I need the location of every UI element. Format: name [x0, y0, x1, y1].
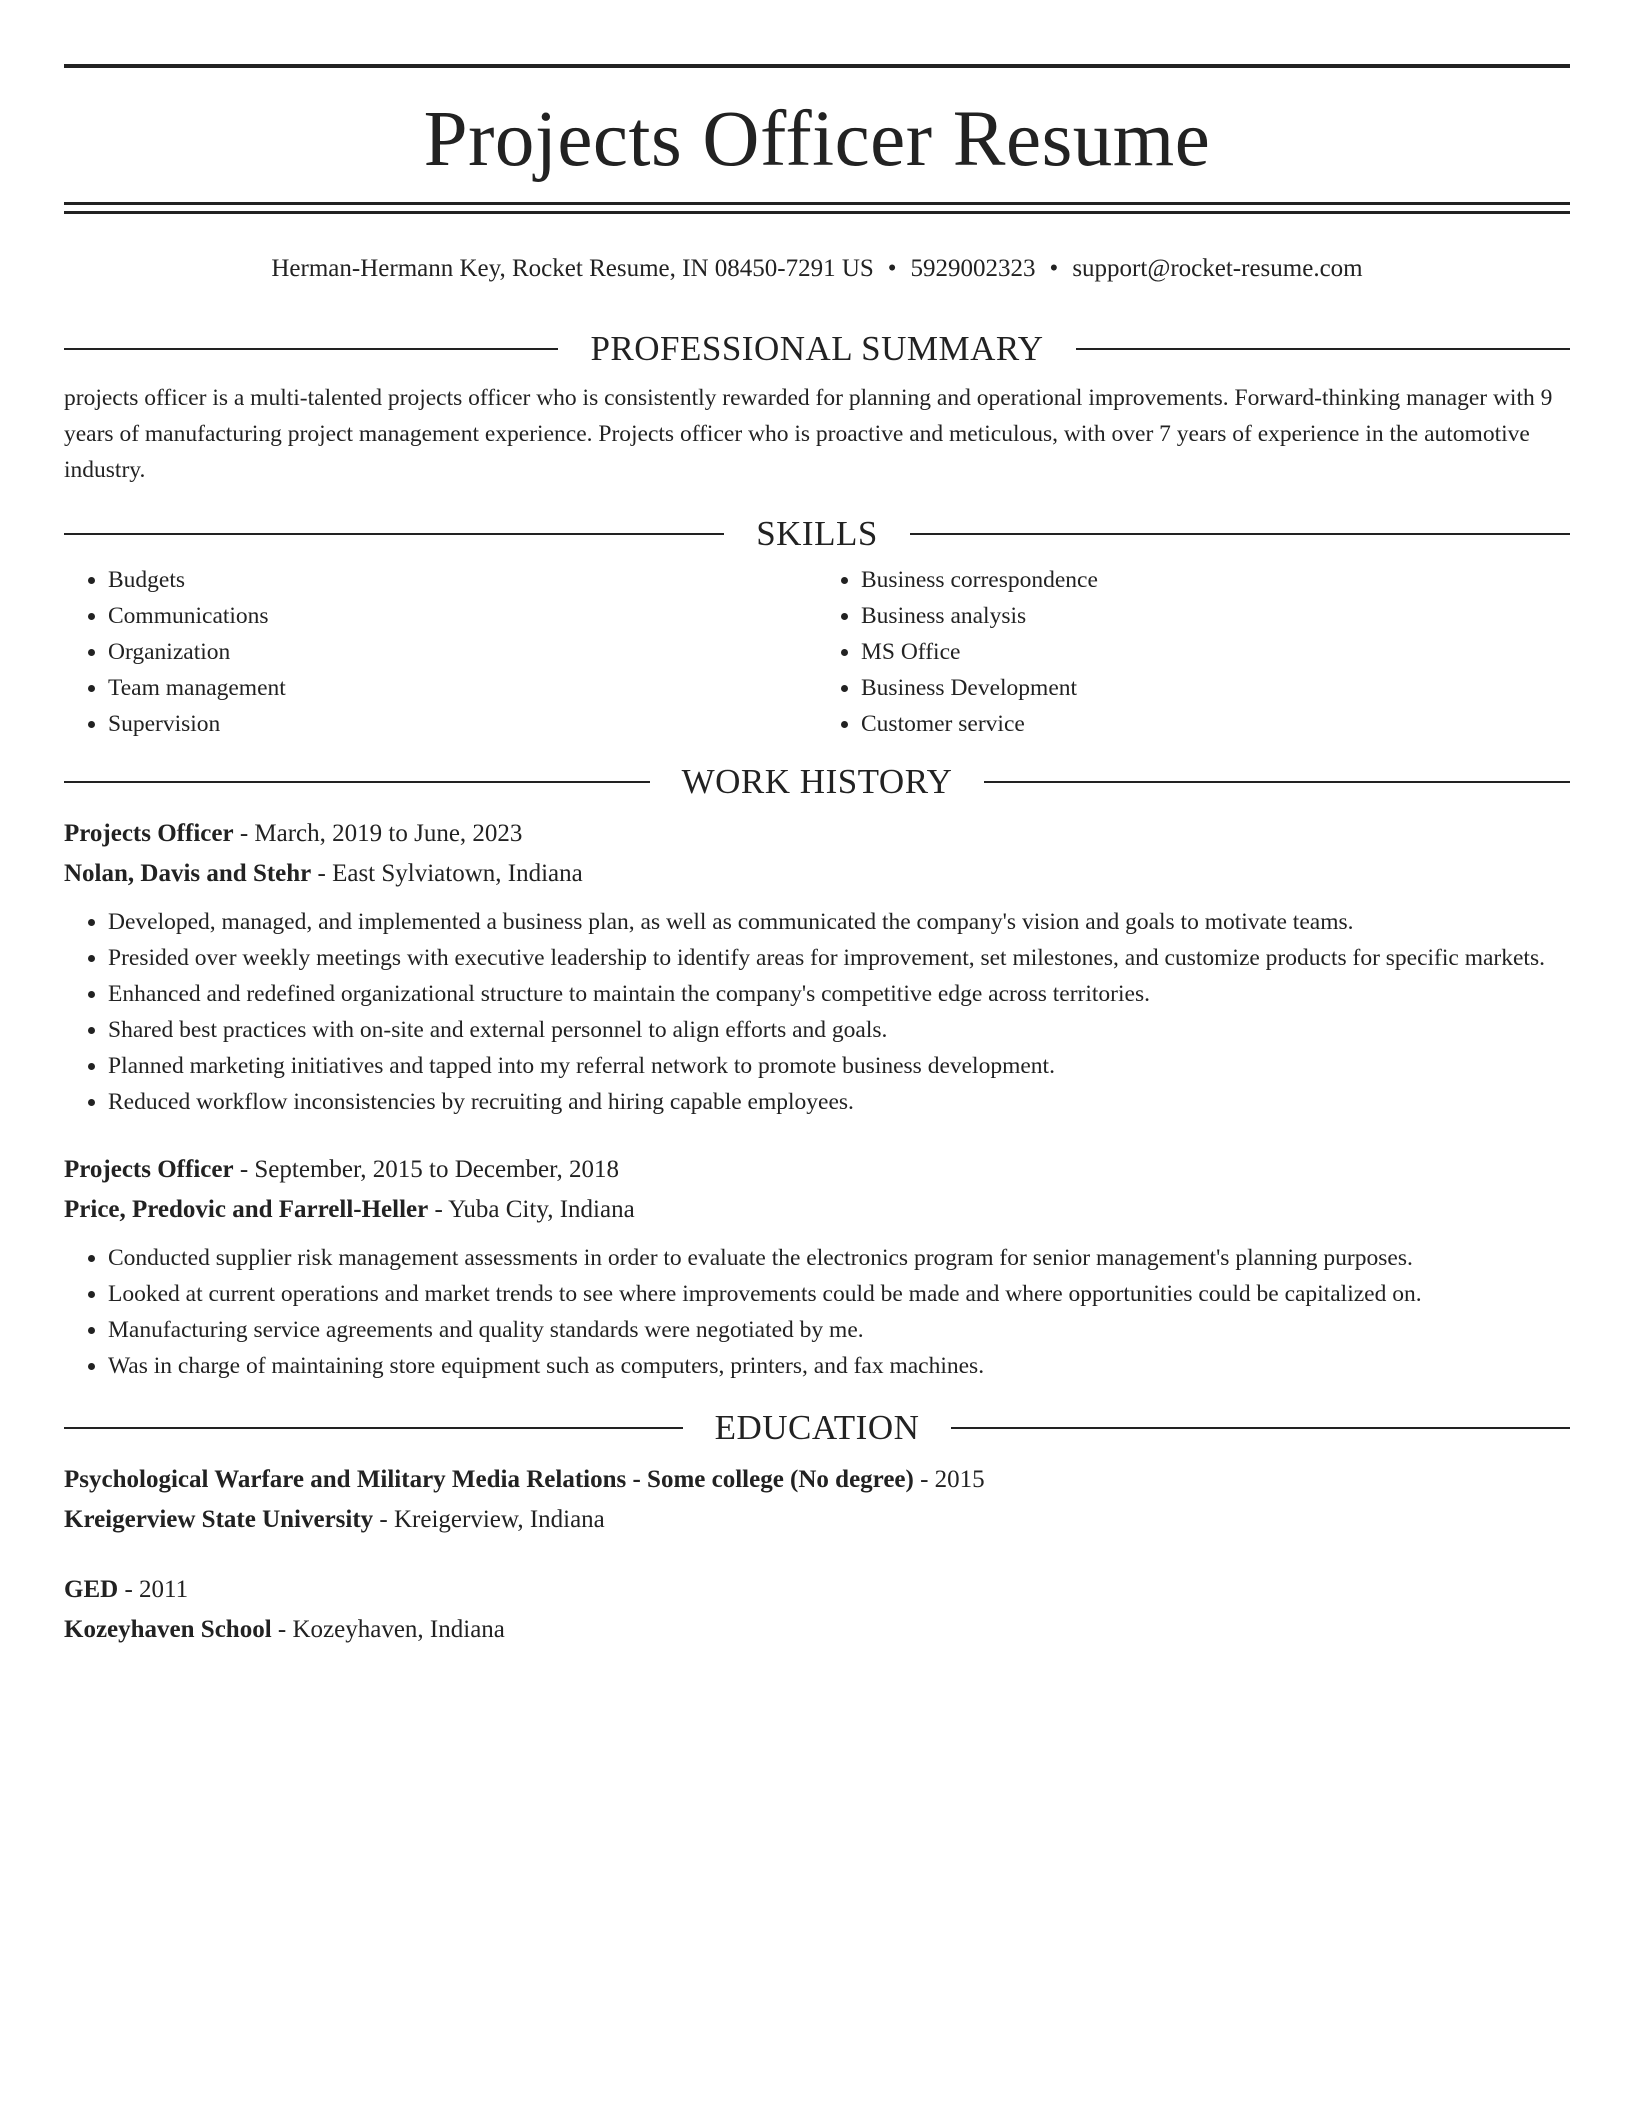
job-bullet: • Developed, managed, and implemented a business plan, as well as communicated the company's vision and goals to motivate teams.	[108, 904, 1570, 940]
skills-heading-row	[64, 514, 1570, 554]
heading-rule	[64, 533, 724, 535]
job-dates: - September, 2015 to December, 2018	[233, 1156, 619, 1183]
job-bullet: • Looked at current operations and market trends to see where improvements could be made and where opportunities could be capitalized on.	[108, 1276, 1570, 1312]
skills-list	[64, 562, 1570, 742]
heading-rule	[1076, 348, 1570, 350]
contact-phone: 5929002323	[910, 255, 1036, 282]
contact-email: support@rocket-resume.com	[1072, 255, 1363, 282]
skills-column-left	[64, 562, 817, 742]
job-bullet: • Presided over weekly meetings with executive leadership to identify areas for improvement, set milestones, and customize products for specific markets.	[108, 940, 1570, 976]
education-school-line	[64, 1500, 1570, 1540]
education-school: Kreigerview State University	[64, 1506, 374, 1533]
job-title: Projects Officer	[64, 1156, 234, 1183]
skill-item: • Business analysis	[861, 598, 1570, 634]
job-company: Price, Predovic and Farrell-Heller	[64, 1196, 429, 1223]
skill-item: • Customer service	[861, 706, 1570, 742]
education-school: Kozeyhaven School	[64, 1616, 272, 1643]
skill-item: • Business Development	[861, 670, 1570, 706]
education-location: - Kozeyhaven, Indiana	[271, 1616, 505, 1643]
job-bullet: • Reduced workflow inconsistencies by recruiting and hiring capable employees.	[108, 1084, 1570, 1120]
education-heading: EDUCATION	[714, 1408, 920, 1447]
job-company-line	[64, 1190, 1570, 1230]
contact-address: Herman-Hermann Key, Rocket Resume, IN 08450-7291 US	[271, 255, 874, 282]
job-title: Projects Officer	[64, 820, 234, 847]
job-dates: - March, 2019 to June, 2023	[233, 820, 523, 847]
education-heading-row	[64, 1408, 1570, 1448]
skill-item: • Team management	[108, 670, 817, 706]
job-title-line	[64, 1150, 1570, 1190]
job-title-line	[64, 814, 1570, 854]
skill-item: • MS Office	[861, 634, 1570, 670]
work-heading: WORK HISTORY	[681, 762, 953, 801]
job-bullet: • Was in charge of maintaining store equipment such as computers, printers, and fax machines.	[108, 1348, 1570, 1384]
contact-line	[64, 254, 1570, 284]
heading-rule	[984, 781, 1570, 783]
job-bullets	[64, 904, 1570, 1120]
job-location: - East Sylviatown, Indiana	[311, 860, 583, 887]
job-company-line	[64, 854, 1570, 894]
job-entry	[64, 814, 1570, 1120]
summary-heading-row	[64, 329, 1570, 369]
education-entry	[64, 1570, 1570, 1650]
skill-item: • Communications	[108, 598, 817, 634]
skill-item: • Business correspondence	[861, 562, 1570, 598]
job-bullet: • Enhanced and redefined organizational structure to maintain the company's competitive edge across territories.	[108, 976, 1570, 1012]
job-bullets	[64, 1240, 1570, 1384]
heading-rule	[64, 1427, 683, 1429]
education-school-line	[64, 1610, 1570, 1650]
heading-rule	[64, 348, 558, 350]
education-location: - Kreigerview, Indiana	[373, 1506, 605, 1533]
work-heading-row	[64, 762, 1570, 802]
heading-rule	[64, 781, 650, 783]
summary-text: projects officer is a multi-talented projects officer who is consistently rewarded for planning and operational improvements. Forward-thinking manager with 9 years of manufacturing project management experience. Projects officer who is proactive and meticulous, with over 7 years of experience in the automotive industry.	[64, 385, 1553, 483]
education-year: - 2015	[913, 1466, 985, 1493]
job-company: Nolan, Davis and Stehr	[64, 860, 312, 887]
summary-heading: PROFESSIONAL SUMMARY	[590, 329, 1044, 368]
skill-item: • Budgets	[108, 562, 817, 598]
contact-separator: •	[1049, 255, 1059, 282]
skills-column-right	[817, 562, 1570, 742]
heading-rule	[951, 1427, 1570, 1429]
education-degree: Psychological Warfare and Military Media Relations - Some college (No degree)	[64, 1466, 914, 1493]
education-entry	[64, 1460, 1570, 1540]
job-bullet: • Shared best practices with on-site and external personnel to align efforts and goals.	[108, 1012, 1570, 1048]
education-degree-line	[64, 1460, 1570, 1500]
job-bullet: • Planned marketing initiatives and tapped into my referral network to promote business development.	[108, 1048, 1570, 1084]
contact-separator: •	[887, 255, 897, 282]
job-location: - Yuba City, Indiana	[428, 1196, 635, 1223]
job-entry	[64, 1150, 1570, 1384]
resume-page	[64, 64, 1570, 1650]
job-bullet: • Manufacturing service agreements and quality standards were negotiated by me.	[108, 1312, 1570, 1348]
title-double-rule	[64, 202, 1570, 214]
education-degree-line	[64, 1570, 1570, 1610]
skill-item: • Organization	[108, 634, 817, 670]
top-rule	[64, 64, 1570, 68]
education-degree: GED	[64, 1576, 119, 1603]
education-year: - 2011	[118, 1576, 189, 1603]
skill-item: • Supervision	[108, 706, 817, 742]
skills-heading: SKILLS	[756, 514, 878, 553]
heading-rule	[910, 533, 1570, 535]
resume-title: Projects Officer Resume	[423, 96, 1211, 183]
job-bullet: • Conducted supplier risk management assessments in order to evaluate the electronics program for senior management's planning purposes.	[108, 1240, 1570, 1276]
